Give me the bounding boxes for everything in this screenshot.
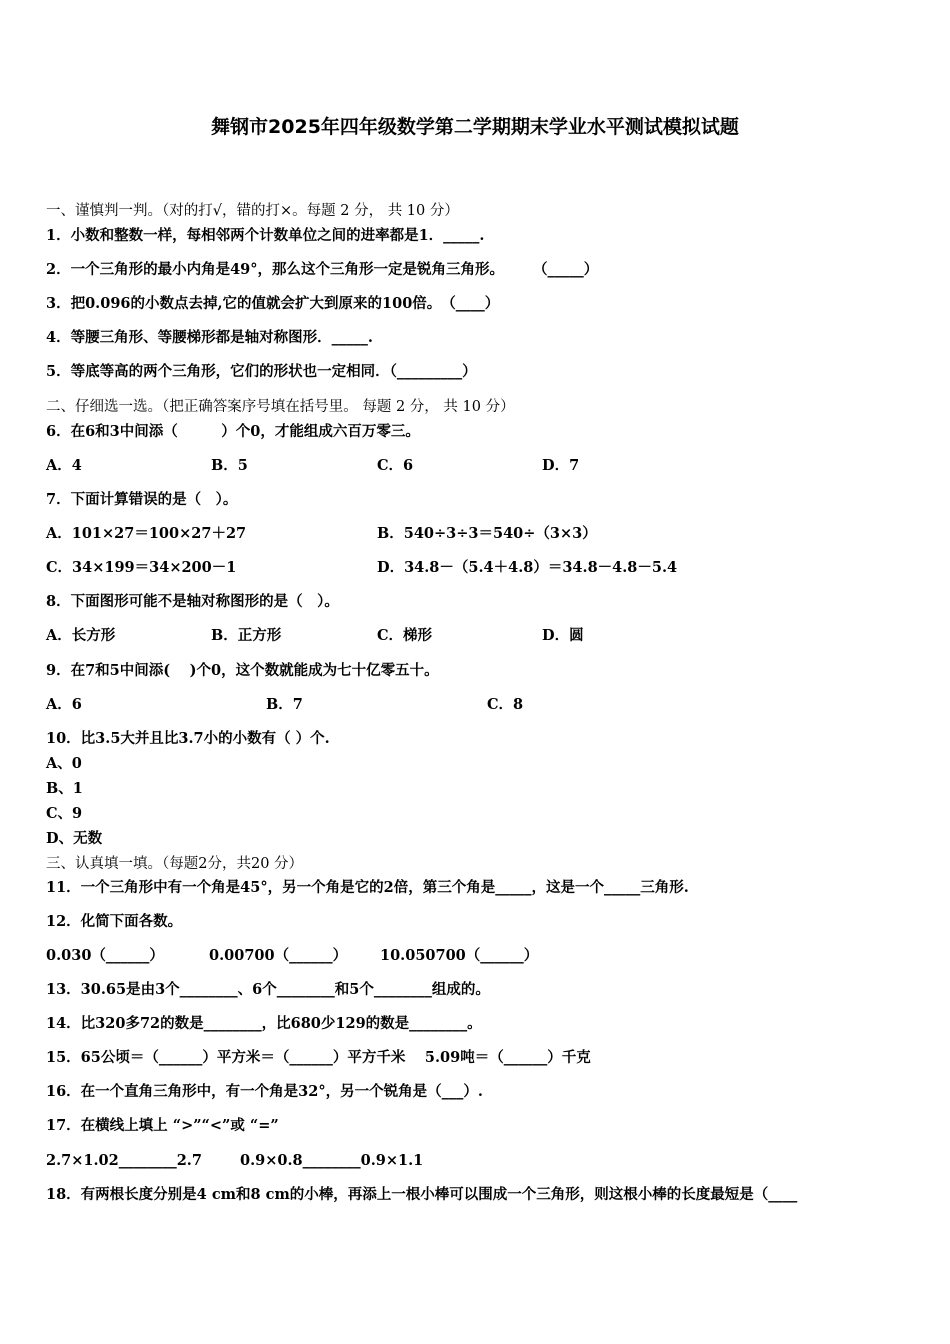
- q17-item-2: 0.9×0.8________0.9×1.1: [240, 1152, 424, 1169]
- q8-option-a: A．长方形: [46, 627, 116, 644]
- q7-option-b: B．540÷3÷3＝540÷（3×3）: [377, 525, 597, 542]
- q6-option-a: A．4: [46, 457, 82, 474]
- q7-option-a: A．101×27＝100×27＋27: [46, 525, 247, 542]
- question-7: 7．下面计算错误的是（ ）。: [46, 491, 238, 508]
- question-14: 14．比320多72的数是________，比680少129的数是________。: [46, 1015, 482, 1032]
- question-1: 1．小数和整数一样，每相邻两个计数单位之间的进率都是1．_____.: [46, 227, 485, 244]
- question-17: 17．在横线上填上 “>”“<”或 “=”: [46, 1117, 279, 1134]
- question-6: 6．在6和3中间添（ ）个0，才能组成六百万零三。: [46, 423, 420, 440]
- question-12: 12．化简下面各数。: [46, 913, 183, 930]
- question-10: 10．比3.5大并且比3.7小的小数有（ ）个.: [46, 730, 330, 747]
- q6-option-d: D．7: [542, 457, 580, 474]
- q12-item-1: 0.030（______）: [46, 947, 164, 964]
- q6-option-b: B．5: [211, 457, 248, 474]
- question-9: 9．在7和5中间添( )个0，这个数就能成为七十亿零五十。: [46, 662, 439, 679]
- question-13: 13．30.65是由3个________、6个________和5个________组成的。: [46, 981, 490, 998]
- question-8: 8．下面图形可能不是轴对称图形的是（ ）。: [46, 593, 339, 610]
- question-16: 16．在一个直角三角形中，有一个角是32°，另一个锐角是（___）.: [46, 1083, 483, 1100]
- section2-header: 二、仔细选一选。（把正确答案序号填在括号里。 每题 2 分， 共 10 分）: [46, 399, 515, 415]
- q9-option-b: B．7: [266, 696, 303, 713]
- question-11: 11．一个三角形中有一个角是45°，另一个角是它的2倍，第三个角是_____，这是一个_____三角形.: [46, 879, 689, 896]
- question-2: 2．一个三角形的最小内角是49°，那么这个三角形一定是锐角三角形。 （_____）: [46, 261, 599, 278]
- q10-option-c: C、9: [46, 805, 83, 822]
- question-18: 18．有两根长度分别是4 cm和8 cm的小棒，再添上一根小棒可以围成一个三角形，则这根小棒的长度最短是（____: [46, 1186, 798, 1203]
- page-title: 舞钢市2025年四年级数学第二学期期末学业水平测试模拟试题: [211, 116, 739, 138]
- question-15: 15．65公顷＝（______）平方米＝（______）平方千米 5.09吨＝（______）千克: [46, 1049, 591, 1066]
- q10-option-b: B、1: [46, 780, 83, 797]
- section1-header: 一、谨慎判一判。（对的打√，错的打×。每题 2 分， 共 10 分）: [46, 203, 459, 219]
- q8-option-d: D．圆: [542, 627, 584, 644]
- q7-option-c: C．34×199＝34×200－1: [46, 559, 237, 576]
- section3-header: 三、认真填一填。（每题2分，共20 分）: [46, 856, 304, 872]
- question-5: 5．等底等高的两个三角形，它们的形状也一定相同．（_________）: [46, 363, 477, 380]
- q17-item-1: 2.7×1.02________2.7: [46, 1152, 202, 1169]
- question-4: 4．等腰三角形、等腰梯形都是轴对称图形．_____.: [46, 329, 373, 346]
- question-3: 3．把0.096的小数点去掉,它的值就会扩大到原来的100倍。 （____）: [46, 295, 500, 312]
- q10-option-a: A、0: [46, 755, 82, 772]
- q7-option-d: D．34.8－（5.4＋4.8）＝34.8－4.8－5.4: [377, 559, 678, 576]
- q12-item-2: 0.00700（______）: [209, 947, 348, 964]
- q8-option-c: C．梯形: [377, 627, 433, 644]
- q12-item-3: 10.050700（______）: [380, 947, 539, 964]
- q9-option-a: A．6: [46, 696, 82, 713]
- q9-option-c: C．8: [487, 696, 524, 713]
- q10-option-d: D、无数: [46, 830, 103, 847]
- q6-option-c: C．6: [377, 457, 414, 474]
- q8-option-b: B．正方形: [211, 627, 282, 644]
